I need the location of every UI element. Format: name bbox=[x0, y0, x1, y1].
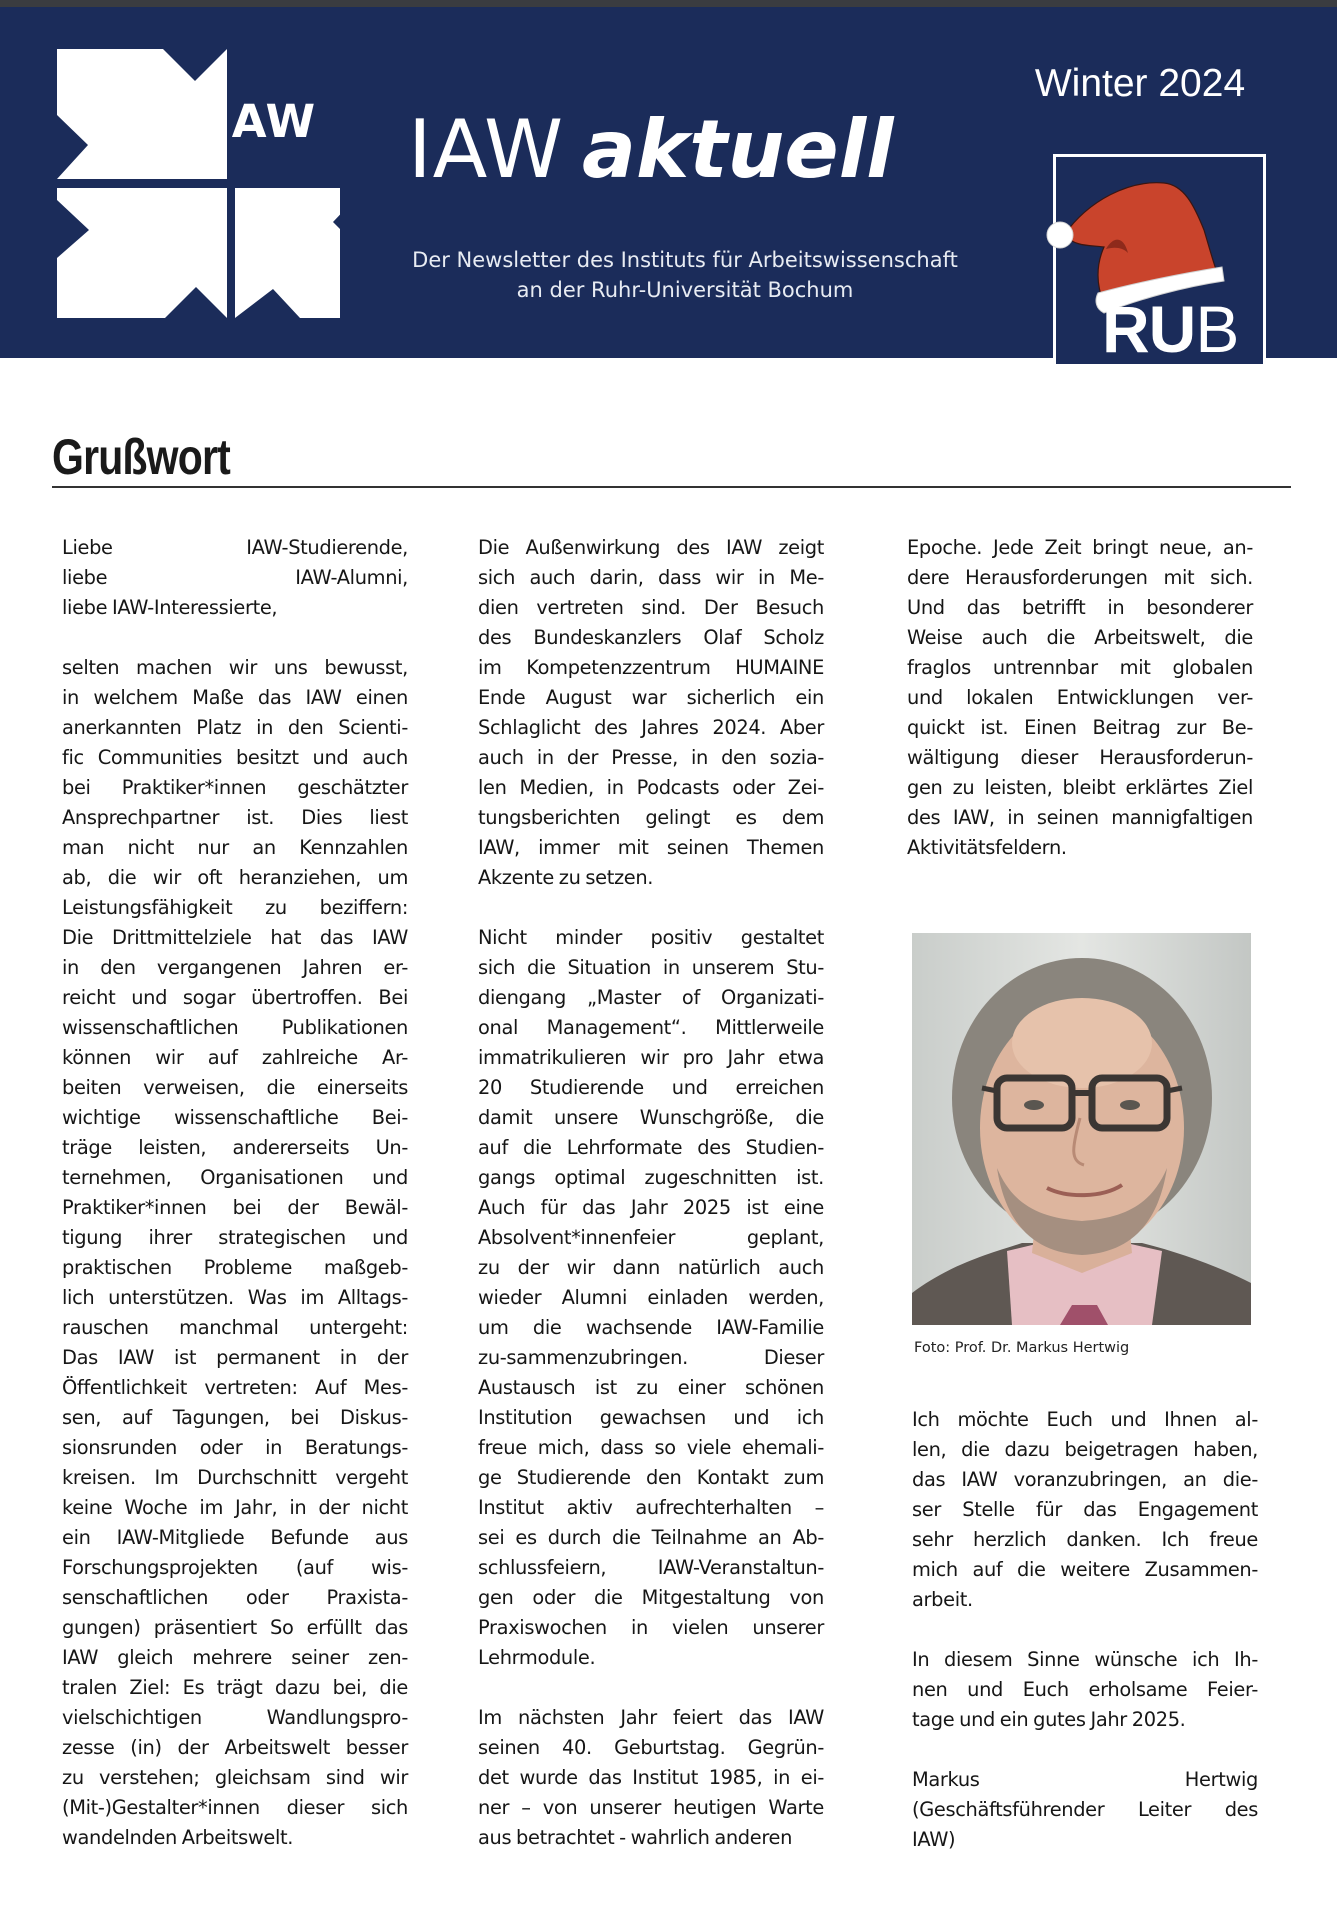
issue-label: Winter 2024 bbox=[1034, 62, 1246, 105]
text-line: kreisen. Im Durchschnitt vergeht bbox=[62, 1466, 408, 1489]
text-line: Markus Hertwig bbox=[912, 1768, 1258, 1791]
paragraph-gap bbox=[62, 623, 408, 653]
text-line: dien vertreten sind. Der Besuch bbox=[478, 596, 824, 619]
text-line: ternehmen, Organisationen und bbox=[62, 1166, 408, 1189]
text-line: Nicht minder positiv gestaltet bbox=[478, 926, 824, 949]
text-line: Ansprechpartner ist. Dies liest bbox=[62, 806, 408, 829]
text-line: Ende August war sicherlich ein bbox=[478, 686, 824, 709]
text-line: wissenschaftlichen Publikationen bbox=[62, 1016, 408, 1039]
text-line: ner – von unserer heutigen Warte bbox=[478, 1796, 824, 1819]
text-line: (Mit-)Gestalter*innen dieser sich bbox=[62, 1796, 408, 1819]
text-line: onal Management“. Mittlerweile bbox=[478, 1016, 824, 1039]
text-line: fraglos untrennbar mit globalen bbox=[907, 656, 1253, 679]
text-line: liebe IAW-Interessierte, bbox=[62, 596, 278, 619]
text-line: tigung ihrer strategischen und bbox=[62, 1226, 408, 1249]
text-line: wichtige wissenschaftliche Bei- bbox=[62, 1106, 408, 1129]
title-iaw: IAW bbox=[408, 103, 565, 196]
text-line: man nicht nur an Kennzahlen bbox=[62, 836, 408, 859]
article-column-3-top bbox=[907, 533, 1253, 863]
text-line: dere Herausforderungen mit sich. bbox=[907, 566, 1253, 589]
text-line: Schlaglicht des Jahres 2024. Aber bbox=[478, 716, 824, 739]
newsletter-header bbox=[0, 7, 1337, 366]
text-line: im Kompetenzzentrum HUMAINE bbox=[478, 656, 824, 679]
rub-logo-bold: RU bbox=[1102, 292, 1196, 366]
text-line: beiten verweisen, die einerseits bbox=[62, 1076, 408, 1099]
rub-logo-text bbox=[1102, 292, 1239, 366]
title-aktuell: aktuell bbox=[582, 103, 894, 196]
text-line: anerkannten Platz in den Scienti- bbox=[62, 716, 408, 739]
text-line: len, die dazu beigetragen haben, bbox=[912, 1438, 1258, 1461]
portrait-image bbox=[912, 933, 1251, 1325]
text-line: Praxiswochen in vielen unserer bbox=[478, 1616, 824, 1639]
text-line: Öffentlichkeit vertreten: Auf Mes- bbox=[62, 1376, 408, 1399]
text-line: Leistungsfähigkeit zu beziffern: bbox=[62, 896, 408, 919]
text-line: ge Studierende den Kontakt zum bbox=[478, 1466, 824, 1489]
text-line: reicht und sogar übertroffen. Bei bbox=[62, 986, 408, 1009]
text-line: ab, die wir oft heranziehen, um bbox=[62, 866, 408, 889]
text-line: 20 Studierende und erreichen bbox=[478, 1076, 824, 1099]
text-line: wieder Alumni einladen werden, bbox=[478, 1286, 824, 1309]
heading-divider bbox=[52, 486, 1291, 488]
text-line: Die Außenwirkung des IAW zeigt bbox=[478, 536, 824, 559]
text-line: sehr herzlich danken. Ich freue bbox=[912, 1528, 1258, 1551]
text-line: Praktiker*innen bei der Bewäl- bbox=[62, 1196, 408, 1219]
text-line: Forschungsprojekten (auf wis- bbox=[62, 1556, 408, 1579]
text-line: gungen) präsentiert So erfüllt das bbox=[62, 1616, 408, 1639]
text-line: Aktivitätsfeldern. bbox=[907, 836, 1067, 859]
text-line: Liebe IAW-Studierende, bbox=[62, 536, 408, 559]
text-line: des Bundeskanzlers Olaf Scholz bbox=[478, 626, 824, 649]
iaw-logo-icon bbox=[0, 7, 340, 358]
text-line: mich auf die weitere Zusammen- bbox=[912, 1558, 1258, 1581]
text-line: wandelnden Arbeitswelt. bbox=[62, 1826, 294, 1849]
text-line: zesse (in) der Arbeitswelt besser bbox=[62, 1736, 408, 1759]
text-line: Weise auch die Arbeitswelt, die bbox=[907, 626, 1253, 649]
text-line: tralen Ziel: Es trägt dazu bei, die bbox=[62, 1676, 408, 1699]
text-line: um die wachsende IAW-Familie bbox=[478, 1316, 824, 1339]
author-photo bbox=[912, 933, 1251, 1325]
text-line: bei Praktiker*innen geschätzter bbox=[62, 776, 408, 799]
text-line: diengang „Master of Organizati- bbox=[478, 986, 824, 1009]
text-line: In diesem Sinne wünsche ich Ih- bbox=[912, 1648, 1258, 1671]
text-line: Lehrmodule. bbox=[478, 1646, 596, 1669]
text-line: sen, auf Tagungen, bei Diskus- bbox=[62, 1406, 408, 1429]
rub-logo-regular: B bbox=[1195, 292, 1239, 366]
text-line: lich unterstützen. Was im Alltags- bbox=[62, 1286, 408, 1309]
text-line: len Medien, in Podcasts oder Zei- bbox=[478, 776, 824, 799]
logo-text: IAW bbox=[214, 95, 317, 148]
subtitle-line-1: Der Newsletter des Instituts für Arbeitswissenschaft bbox=[412, 248, 958, 272]
text-line: wältigung dieser Herausforderun- bbox=[907, 746, 1253, 769]
text-line: Ich möchte Euch und Ihnen al- bbox=[912, 1408, 1258, 1431]
paragraph-gap bbox=[478, 893, 824, 923]
text-line: träge leisten, andererseits Un- bbox=[62, 1136, 408, 1159]
text-line: sich die Situation in unserem Stu- bbox=[478, 956, 824, 979]
paragraph-gap bbox=[478, 1673, 824, 1703]
article-column-1 bbox=[62, 533, 408, 1853]
text-line: auf die Lehrformate des Studien- bbox=[478, 1136, 824, 1159]
text-line: vielschichtigen Wandlungspro- bbox=[62, 1706, 408, 1729]
text-line: zu-sammenzubringen. Dieser bbox=[478, 1346, 824, 1369]
text-line: damit unsere Wunschgröße, die bbox=[478, 1106, 824, 1129]
text-line: selten machen wir uns bewusst, bbox=[62, 656, 408, 679]
text-line: Institut aktiv aufrechterhalten – bbox=[478, 1496, 824, 1519]
article-heading: Grußwort bbox=[52, 429, 230, 485]
text-line: Epoche. Jede Zeit bringt neue, an- bbox=[907, 536, 1253, 559]
photo-caption: Foto: Prof. Dr. Markus Hertwig bbox=[914, 1340, 1130, 1356]
text-line: das IAW voranzubringen, an die- bbox=[912, 1468, 1258, 1491]
text-line: seinen 40. Geburtstag. Gegrün- bbox=[478, 1736, 824, 1759]
text-line: Das IAW ist permanent in der bbox=[62, 1346, 408, 1369]
article-column-3-bottom bbox=[912, 1405, 1258, 1855]
text-line: aus betrachtet - wahrlich anderen bbox=[478, 1826, 793, 1849]
text-line: (Geschäftsführender Leiter des bbox=[912, 1798, 1258, 1821]
text-line: auch in der Presse, in den sozia- bbox=[478, 746, 824, 769]
text-line: det wurde das Institut 1985, in ei- bbox=[478, 1766, 824, 1789]
text-line: rauschen manchmal untergeht: bbox=[62, 1316, 408, 1339]
text-line: tungsberichten gelingt es dem bbox=[478, 806, 824, 829]
text-line: IAW) bbox=[912, 1828, 956, 1851]
text-line: schlussfeiern, IAW-Veranstaltun- bbox=[478, 1556, 824, 1579]
paragraph-gap bbox=[912, 1735, 1258, 1765]
text-line: gangs optimal zugeschnitten ist. bbox=[478, 1166, 824, 1189]
text-line: zu verstehen; gleichsam sind wir bbox=[62, 1766, 408, 1789]
text-line: keine Woche im Jahr, in der nicht bbox=[62, 1496, 408, 1519]
text-line: Akzente zu setzen. bbox=[478, 866, 654, 889]
text-line: sionsrunden oder in Beratungs- bbox=[62, 1436, 408, 1459]
text-line: Absolvent*innenfeier geplant, bbox=[478, 1226, 824, 1249]
text-line: ein IAW-Mitgliede Befunde aus bbox=[62, 1526, 408, 1549]
text-line: Und das betrifft in besonderer bbox=[907, 596, 1253, 619]
text-line: arbeit. bbox=[912, 1588, 973, 1611]
text-line: können wir auf zahlreiche Ar- bbox=[62, 1046, 408, 1069]
rub-logo bbox=[1053, 154, 1266, 367]
text-line: gen oder die Mitgestaltung von bbox=[478, 1586, 824, 1609]
newsletter-title bbox=[408, 103, 894, 196]
text-line: zu der wir dann natürlich auch bbox=[478, 1256, 824, 1279]
text-line: quickt ist. Einen Beitrag zur Be- bbox=[907, 716, 1253, 739]
text-line: in welchem Maße das IAW einen bbox=[62, 686, 408, 709]
newsletter-subtitle bbox=[370, 245, 1000, 305]
text-line: Austausch ist zu einer schönen bbox=[478, 1376, 824, 1399]
text-line: in den vergangenen Jahren er- bbox=[62, 956, 408, 979]
subtitle-line-2: an der Ruhr-Universität Bochum bbox=[516, 278, 854, 302]
text-line: ser Stelle für das Engagement bbox=[912, 1498, 1258, 1521]
text-line: Im nächsten Jahr feiert das IAW bbox=[478, 1706, 824, 1729]
text-line: immatrikulieren wir pro Jahr etwa bbox=[478, 1046, 824, 1069]
text-line: sich auch darin, dass wir in Me- bbox=[478, 566, 824, 589]
text-line: freue mich, dass so viele ehemali- bbox=[478, 1436, 824, 1459]
text-line: IAW, immer mit seinen Themen bbox=[478, 836, 824, 859]
text-line: Auch für das Jahr 2025 ist eine bbox=[478, 1196, 824, 1219]
text-line: Institution gewachsen und ich bbox=[478, 1406, 824, 1429]
text-line: praktischen Probleme maßgeb- bbox=[62, 1256, 408, 1279]
text-line: liebe IAW-Alumni, bbox=[62, 566, 408, 589]
article-column-2 bbox=[478, 533, 824, 1853]
text-line: nen und Euch erholsame Feier- bbox=[912, 1678, 1258, 1701]
paragraph-gap bbox=[912, 1615, 1258, 1645]
text-line: gen zu leisten, bleibt erklärtes Ziel bbox=[907, 776, 1253, 799]
text-line: IAW gleich mehrere seiner zen- bbox=[62, 1646, 408, 1669]
text-line: sei es durch die Teilnahme an Ab- bbox=[478, 1526, 824, 1549]
text-line: des IAW, in seinen mannigfaltigen bbox=[907, 806, 1253, 829]
text-line: fic Communities besitzt und auch bbox=[62, 746, 408, 769]
text-line: und lokalen Entwicklungen ver- bbox=[907, 686, 1253, 709]
text-line: Die Drittmittelziele hat das IAW bbox=[62, 926, 408, 949]
text-line: tage und ein gutes Jahr 2025. bbox=[912, 1708, 1186, 1731]
text-line: senschaftlichen oder Praxista- bbox=[62, 1586, 408, 1609]
top-strip bbox=[0, 0, 1337, 7]
